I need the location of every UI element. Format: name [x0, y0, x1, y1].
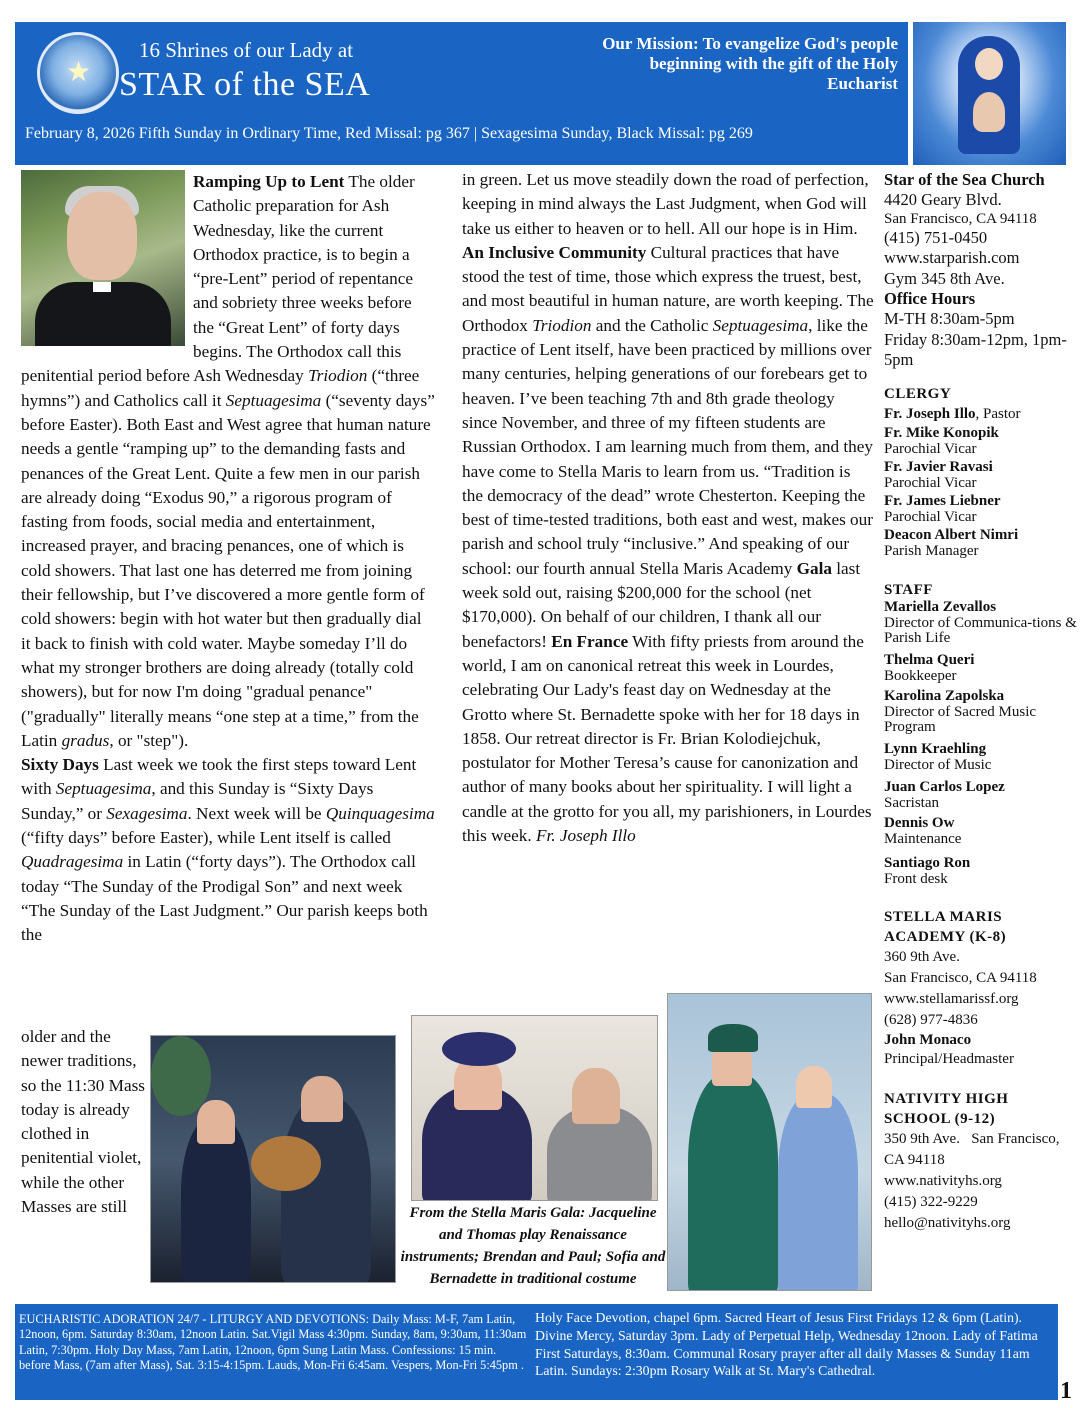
section-heading: An Inclusive Community: [462, 242, 647, 262]
academy-head-name: John Monaco: [884, 1031, 972, 1048]
article-paragraph-sixty-days: Sixty Days Last week we took the first steps toward Lent with Septuagesima, and this Sunday is “Sixty Days Sunday,” or Sexagesima. Next week will be Quinquagesima (“fifty days” before Easter), while Lent itself is called Quadragesima in Latin (“forty days”). The Orthodox call today “The Sunday of the Prodigal Son” and next week “The Sunday of the Last Judgment.” Our parish keeps both the: [21, 755, 435, 945]
devotions-schedule: Holy Face Devotion, chapel 6pm. Sacred Heart of Jesus First Fridays 12 & 6pm (Latin). Divine Mercy, Saturday 3pm. Lady of Perpetual Help, Wednesday 12noon. Lady of Fatima First Saturdays, 8:30am. Communal Rosary prayer after all daily Masses & Sunday 11am Latin. Sundays: 2:30pm Rosary Walk at St. Mary's Cathedral.: [535, 1310, 1038, 1379]
academy-title: STELLA MARIS ACADEMY (K-8): [884, 908, 1007, 945]
madonna-image: [913, 22, 1066, 165]
article-paragraph-green: in green. Let us move steadily down the road of perfection, keeping in mind always the Last Judgment, when God will take us either to heaven or to hell. All our hope is in Him.: [462, 170, 869, 238]
staff-item: Lynn Kraehling Director of Music: [884, 740, 992, 773]
academy-city: San Francisco, CA 94118: [884, 969, 1037, 986]
parish-sidebar: [884, 170, 1079, 1234]
office-hours-weekdays: M-TH 8:30am-5pm: [884, 309, 1015, 328]
pastor-photo: [21, 170, 185, 346]
church-city: San Francisco, CA 94118: [884, 210, 1037, 227]
gala-photo-brendan-paul: [411, 1015, 658, 1201]
section-heading: Sixty Days: [21, 755, 99, 775]
photo-caption: From the Stella Maris Gala: Jacqueline and Thomas play Renaissance instruments; Brendan and Paul; Sofia and Bernadette in traditional costume: [400, 1205, 666, 1287]
gym-address: Gym 345 8th Ave.: [884, 268, 1005, 288]
liturgy-schedule: EUCHARISTIC ADORATION 24/7 - LITURGY AND DEVOTIONS: Daily Mass: M-F, 7am Latin, 12noon, 6pm. Saturday 8:30am, 12noon Latin. Sat.Vigil Mass 4:30pm. Sunday, 8am, 9:30am, 11:30am Latin, 7:30pm. Holy Day Mass, 7am Latin, 12noon, 6pm Sung Latin Mass. Confessions: 15 min. before Mass, (7am after Mass), Sat. 3:15-4:15pm. Lauds, Mon-Fri 6:45am. Vespers, Mon-Fri 5:45pm .: [19, 1312, 527, 1372]
staff-item: Mariella Zevallos Director of Communica-tions & Parish Life: [884, 598, 1077, 646]
staff-list: [884, 599, 1079, 887]
article-paragraph-inclusive: An Inclusive Community Cultural practices that have stood the test of time, those which express the truest, best, and most beautiful in human nature, are worth keeping. The Orthodox Triodion and the Catholic Septuagesima, like the practice of Lent itself, have been practiced by millions over many centuries, helping generations of our forebears get to heaven. I’ve been teaching 7th and 8th grade theology since November, and three of my fifteen students are Russian Orthodox. I am learning much from them, and they have come to Stella Maris to learn from us. “Tradition is the democracy of the dead” wrote Chesterton. Keeping the best of time-tested traditions, both east and west, makes our parish and school truly “inclusive.” And speaking of our school: our fourth annual Stella Maris Academy Gala last week sold out, raising $200,000 for the school (net $170,000). On behalf of our children, I thank all our benefactors! En France With fifty priests from around the world, I am on canonical retreat this week in Lourdes, celebrating Our Lady's feast day on Wednesday at the Grotto where St. Bernadette spoke with her for 18 days in 1858. Our retreat director is Fr. Brian Kolodiejchuk, postulator for Mother Teresa’s cause for canonization and author of many books about her spirituality. I will light a candle at the grotto for you all, my parishioners, in Lourdes this week. Fr. Joseph Illo: [462, 242, 874, 846]
gala-photo-costumes: [667, 993, 872, 1291]
academy-head-role: Principal/Headmaster: [884, 1050, 1014, 1067]
clergy-item: Deacon Albert Nimri Parish Manager: [884, 526, 1019, 559]
signature: Fr. Joseph Illo: [536, 826, 636, 846]
highschool-website[interactable]: www.nativityhs.org: [884, 1172, 1002, 1189]
article-column-1-continued: older and the newer traditions, so the 11:30 Mass today is already clothed in penitential violet, while the other Masses are still: [21, 1027, 145, 1217]
staff-title: STAFF: [884, 581, 933, 598]
masthead-title: STAR of the SEA: [119, 66, 371, 103]
academy-address: 360 9th Ave.: [884, 948, 960, 965]
article-column-2: [462, 168, 874, 848]
mission-statement: Our Mission: To evangelize God's people beginning with the gift of the Holy Eucharist: [602, 34, 898, 93]
church-address: 4420 Geary Blvd.: [884, 190, 1002, 209]
section-heading: Ramping Up to Lent: [193, 172, 345, 191]
highschool-address: 350 9th Ave. San Francisco, CA 94118: [884, 1130, 1064, 1168]
staff-item: Juan Carlos Lopez Sacristan: [884, 778, 1005, 811]
staff-item: Santiago Ron Front desk: [884, 854, 971, 887]
staff-item: Karolina Zapolska Director of Sacred Music Program: [884, 687, 1037, 735]
clergy-list: [884, 405, 1079, 559]
highschool-title: NATIVITY HIGH SCHOOL (9-12): [884, 1090, 1009, 1127]
article-paragraph-ramping: Ramping Up to Lent The older Catholic preparation for Ash Wednesday, like the current Orthodox practice, is to begin a “pre-Lent” period of repentance and sobriety three weeks before the “Great Lent” of forty days begins. The Orthodox call this penitential period before Ash Wednesday Triodion (“three hymns”) and Catholics call it Septuagesima (“seventy days” before Easter). Both East and West agree that human nature needs a gentle “ramping up” to the demanding fasts and penances of the Great Lent. Quite a few men in our parish are already doing “Exodus 90,” a rigorous program of fasting from foods, social media and entertainment, increased prayer, and bracing penances, one of which is cold showers. That last one has deterred me from joining their fellowship, but I’ve discovered a more gentle form of cold showers: begin with hot water but then gradually dial it back to finish with cold water. Maybe someday I’ll do what my stronger brothers are doing already (totally cold showers), but for now I'm doing "gradual penance" ("gradually" literally means “one step at a time,” from the Latin gradus, or "step").: [21, 172, 435, 750]
highschool-phone: (415) 322-9229: [884, 1193, 978, 1210]
schedule-footer: [15, 1304, 1058, 1400]
staff-item: Thelma Queri Bookkeeper: [884, 651, 975, 684]
office-hours-title: Office Hours: [884, 289, 976, 308]
church-website[interactable]: www.starparish.com: [884, 248, 1020, 267]
shrine-logo: [37, 32, 119, 114]
staff-item: Dennis Ow Maintenance: [884, 814, 962, 847]
page-number: 1: [1060, 1378, 1072, 1404]
clergy-title: CLERGY: [884, 385, 952, 402]
academy-phone: (628) 977-4836: [884, 1011, 978, 1028]
office-hours-friday: Friday 8:30am-12pm, 1pm-5pm: [884, 329, 1067, 369]
dateline: February 8, 2026 Fifth Sunday in Ordinary Time, Red Missal: pg 367 | Sexagesima Sunday, Black Missal: pg 269: [25, 125, 753, 142]
masthead-subtitle: 16 Shrines of our Lady at: [139, 38, 354, 62]
clergy-item: Fr. Mike Konopik Parochial Vicar: [884, 424, 999, 457]
church-phone: (415) 751-0450: [884, 227, 988, 247]
church-name: Star of the Sea Church: [884, 170, 1045, 189]
gala-photo-musicians: [150, 1035, 396, 1283]
article-column-1: [21, 170, 435, 948]
clergy-item: Fr. Javier Ravasi Parochial Vicar: [884, 458, 993, 491]
star-icon: ★: [66, 55, 92, 88]
highschool-email[interactable]: hello@nativityhs.org: [884, 1214, 1011, 1231]
academy-website[interactable]: www.stellamarissf.org: [884, 990, 1019, 1007]
masthead: [15, 22, 908, 165]
section-heading: En France: [551, 631, 629, 651]
clergy-item: Fr. Joseph Illo, Pastor: [884, 405, 1021, 422]
clergy-item: Fr. James Liebner Parochial Vicar: [884, 492, 1001, 525]
